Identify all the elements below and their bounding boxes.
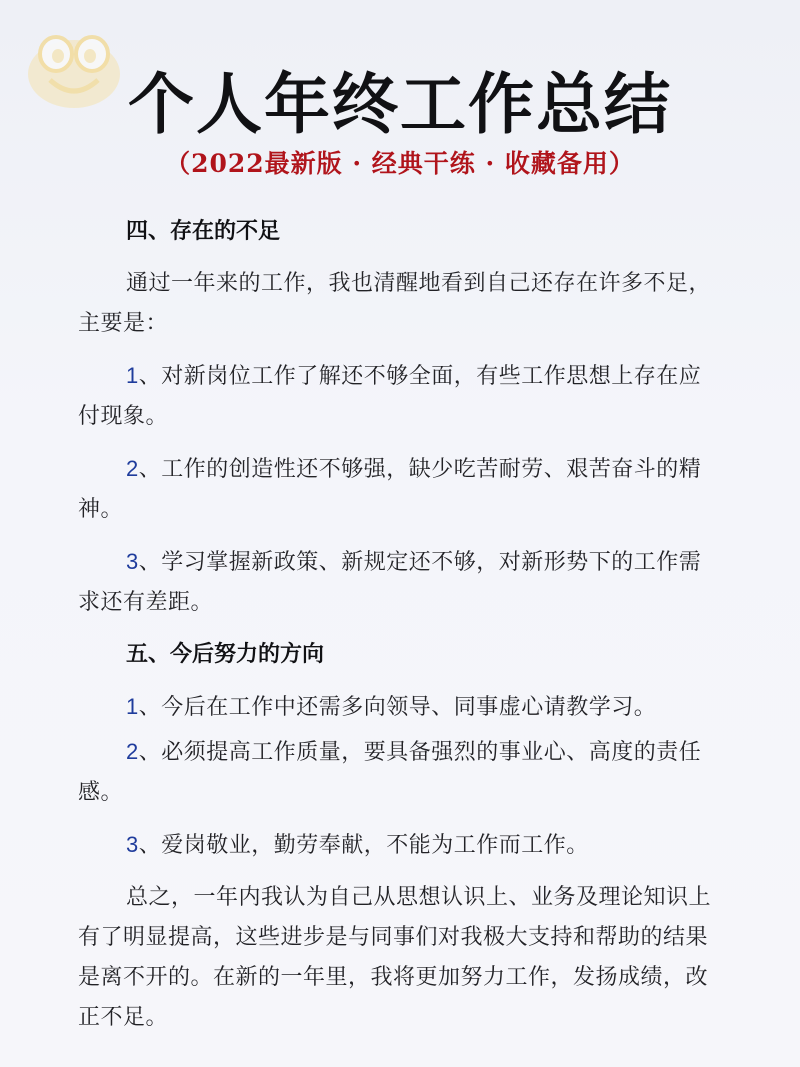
list-item (78, 687, 718, 728)
page-title: 个人年终工作总结 (128, 66, 672, 143)
list-number: 1 (126, 363, 139, 388)
list-text: 、对新岗位工作了解还不够全面，有些工作思想上存在应付现象。 (78, 364, 702, 429)
list-number: 1 (126, 694, 139, 719)
list-number: 3 (126, 832, 139, 857)
list-text: 、必须提高工作质量，要具备强烈的事业心、高度的责任感。 (78, 740, 702, 805)
list-text: 、爱岗敬业，勤劳奉献，不能为工作而工作。 (138, 833, 589, 858)
list-text: 、学习掌握新政策、新规定还不够，对新形势下的工作需求还有差距。 (78, 550, 702, 615)
list-item (78, 449, 718, 530)
conclusion-paragraph: 总之，一年内我认为自己从思想认识上、业务及理论知识上有了明显提高，这些进步是与同事们对我极大支持和帮助的结果是离不开的。在新的一年里，我将更加努力工作，发扬成绩，改正不足。 (78, 885, 712, 1030)
list-number: 2 (126, 739, 139, 764)
list-text: 、工作的创造性还不够强，缺少吃苦耐劳、艰苦奋斗的精神。 (78, 457, 702, 522)
section-heading: 五、今后努力的方向 (126, 642, 325, 667)
list-number: 3 (126, 549, 139, 574)
section-heading: 四、存在的不足 (126, 219, 281, 244)
list-item (78, 825, 718, 866)
section-intro: 通过一年来的工作，我也清醒地看到自己还存在许多不足，主要是： (78, 271, 712, 336)
article-body (78, 212, 718, 1050)
list-item (78, 356, 718, 437)
list-number: 2 (126, 456, 139, 481)
list-text: 、今后在工作中还需多向领导、同事虚心请教学习。 (138, 695, 657, 720)
list-item (78, 542, 718, 623)
list-item (78, 732, 718, 813)
page-subtitle: （2022最新版 · 经典干练 · 收藏备用） (165, 149, 635, 178)
